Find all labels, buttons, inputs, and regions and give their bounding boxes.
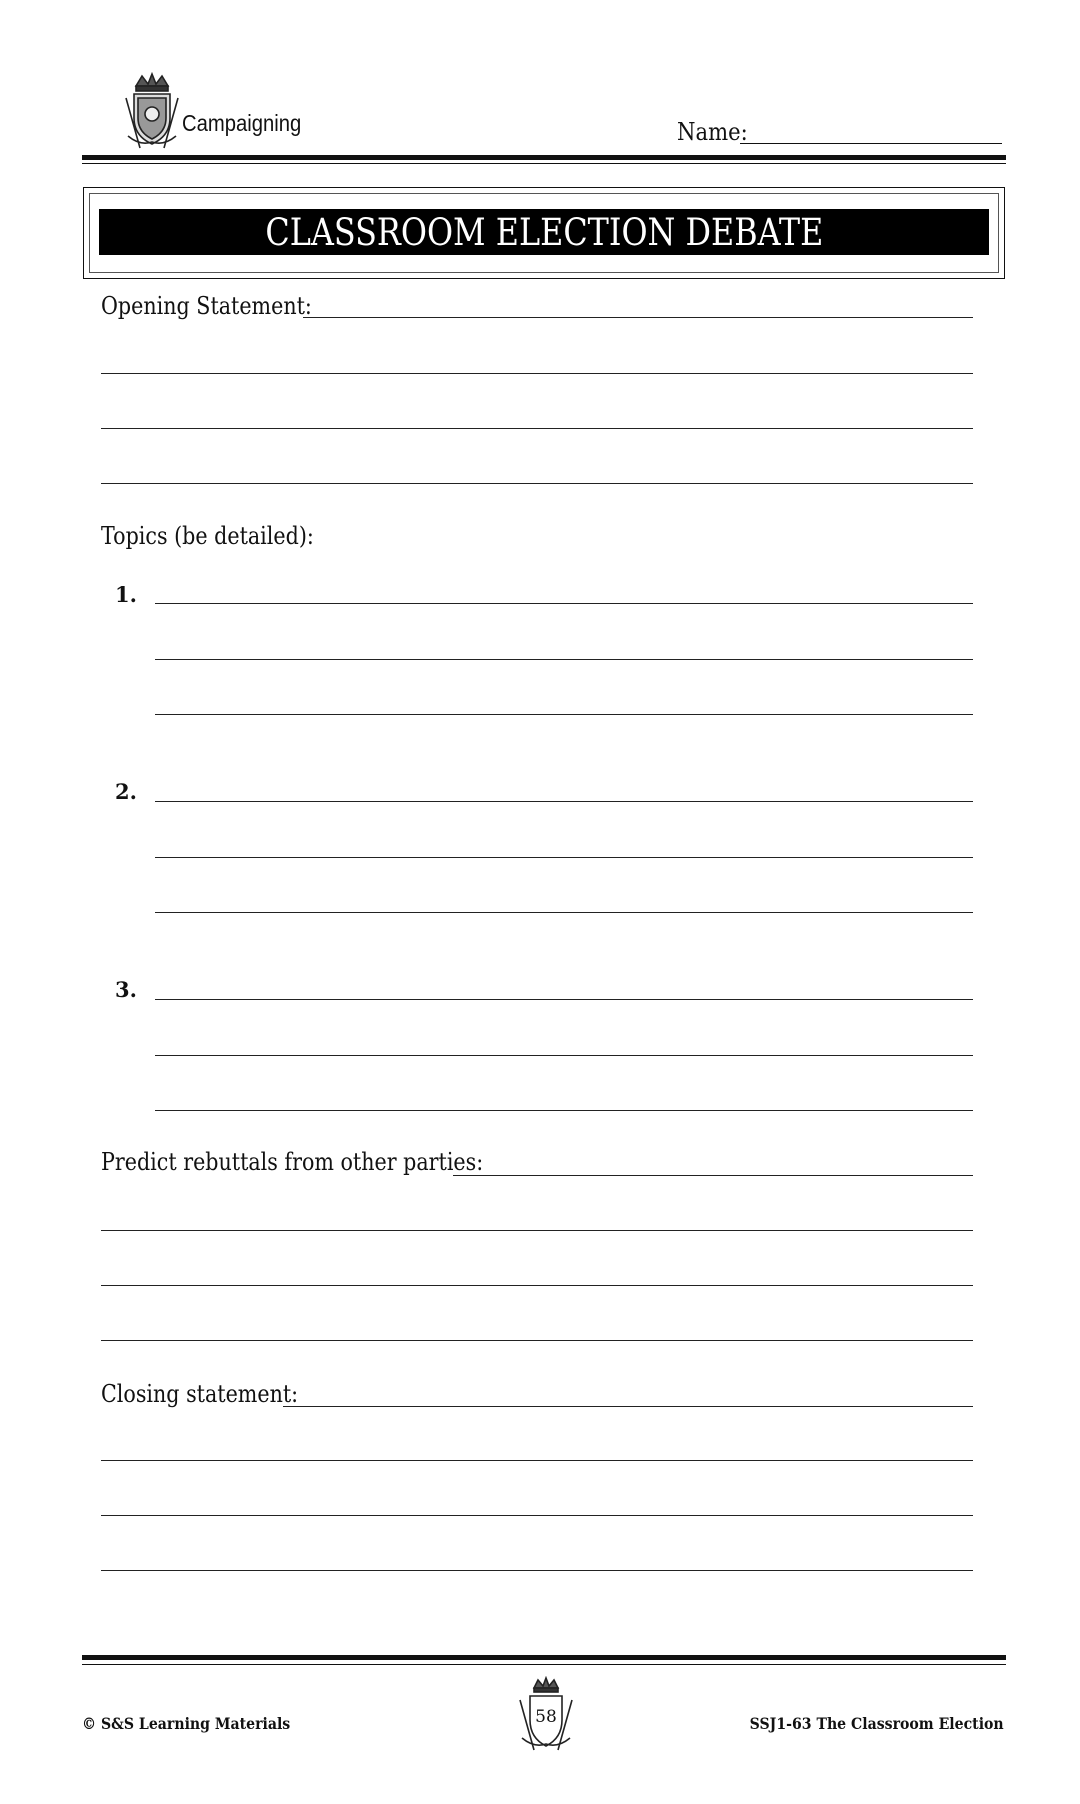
closing-line-1[interactable] xyxy=(283,1406,973,1407)
closing-line-4[interactable] xyxy=(101,1570,973,1571)
footer-rule-thin xyxy=(82,1664,1006,1665)
rebuttals-line-1[interactable] xyxy=(453,1175,973,1176)
topic-1-line-2[interactable] xyxy=(155,659,973,660)
topic-3-line-3[interactable] xyxy=(155,1110,973,1111)
closing-line-2[interactable] xyxy=(101,1460,973,1461)
closing-statement-label: Closing statement: xyxy=(101,1380,299,1408)
footer-copyright: © S&S Learning Materials xyxy=(82,1714,291,1733)
opening-line-2[interactable] xyxy=(101,373,973,374)
topics-label: Topics (be detailed): xyxy=(101,522,314,550)
topic-1-number: 1. xyxy=(115,582,137,607)
section-title: Campaigning xyxy=(182,110,302,136)
opening-statement-label: Opening Statement: xyxy=(101,292,312,320)
title-bar xyxy=(99,209,989,255)
topic-1-line-3[interactable] xyxy=(155,714,973,715)
crest-icon xyxy=(122,72,182,152)
topic-2-line-3[interactable] xyxy=(155,912,973,913)
topic-2-line-2[interactable] xyxy=(155,857,973,858)
rebuttals-line-4[interactable] xyxy=(101,1340,973,1341)
topic-2-number: 2. xyxy=(115,779,137,804)
page-number: 58 xyxy=(535,1707,557,1727)
opening-line-1[interactable] xyxy=(303,317,973,318)
header-rule xyxy=(82,155,1006,160)
name-field[interactable] xyxy=(740,143,1002,144)
header-rule-thin xyxy=(82,163,1006,164)
topic-3-number: 3. xyxy=(115,977,137,1002)
topic-2-line-1[interactable] xyxy=(155,801,973,802)
topic-1-line-1[interactable] xyxy=(155,603,973,604)
name-label: Name: xyxy=(677,118,748,146)
opening-line-4[interactable] xyxy=(101,483,973,484)
rebuttals-line-2[interactable] xyxy=(101,1230,973,1231)
rebuttals-line-3[interactable] xyxy=(101,1285,973,1286)
footer-series: SSJ1-63 The Classroom Election xyxy=(749,1714,1004,1733)
footer-rule xyxy=(82,1655,1006,1660)
page-title: CLASSROOM ELECTION DEBATE xyxy=(265,210,823,254)
closing-line-3[interactable] xyxy=(101,1515,973,1516)
opening-line-3[interactable] xyxy=(101,428,973,429)
rebuttals-label: Predict rebuttals from other parties: xyxy=(101,1148,484,1176)
topic-3-line-1[interactable] xyxy=(155,999,973,1000)
topic-3-line-2[interactable] xyxy=(155,1055,973,1056)
